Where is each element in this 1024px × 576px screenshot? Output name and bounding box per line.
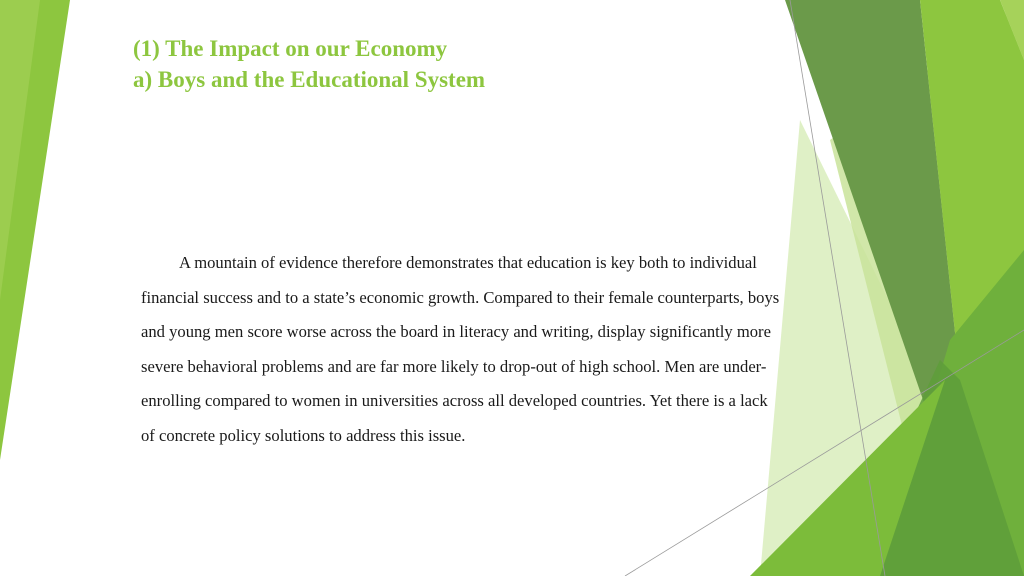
title-line-2: a) Boys and the Educational System [133,67,486,92]
title-line-1: (1) The Impact on our Economy [133,36,448,61]
slide-title [133,33,485,95]
body-paragraph: A mountain of evidence therefore demonstrates that education is key both to individual financial success and to a state’s economic growth. Compared to their female counterparts, boys and young men score worse across the board in literacy and writing, display significantly more severe behavioral problems and are far more likely to drop-out of high school. Men are under-enrolling compared to women in universities across all developed countries. Yet there is a lack of concrete policy solutions to address this issue. [141,253,780,445]
